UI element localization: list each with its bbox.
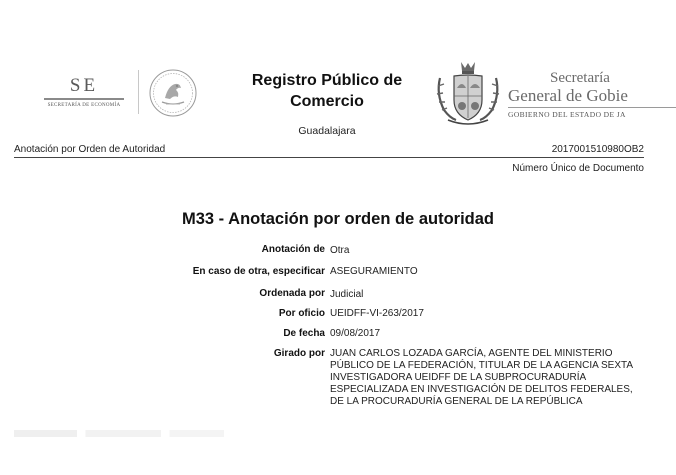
field-label: De fecha: [283, 328, 325, 339]
jalisco-government-logo: [508, 70, 676, 120]
logo-divider: [138, 70, 139, 114]
jalisco-coat-of-arms-icon: [432, 58, 504, 128]
jalisco-logo-line2: General de Gobie: [508, 86, 628, 105]
jalisco-logo-line3: GOBIERNO DEL ESTADO DE JA: [508, 110, 626, 119]
field-label: Girado por: [273, 348, 325, 359]
field-value: Otra: [330, 245, 350, 256]
document-number-label: Número Único de Documento: [512, 163, 644, 174]
faded-footer-text: [14, 430, 224, 437]
mexico-eagle-seal-icon: [148, 68, 198, 118]
se-logo-bar: [44, 98, 124, 100]
jalisco-logo-rule: [508, 107, 676, 108]
field-label: En caso de otra, especificar: [192, 266, 325, 277]
field-value: 09/08/2017: [330, 328, 381, 339]
se-logo-subtitle: SECRETARÍA DE ECONOMÍA: [47, 103, 121, 108]
annotation-type-label: Anotación por Orden de Autoridad: [14, 144, 166, 155]
field-value: JUAN CARLOS LOZADA GARCÍA, AGENTE DEL MINISTERIO PÚBLICO DE LA FEDERACIÓN, TITULAR DE LA AGENCIA SEXTA INVESTIGADORA UEIDFF DE LA SUBPROCURADURÍA ESPECIALIZADA EN INVESTIGACIÓN DE DELITOS FEDERALES, DE LA PROCURADURÍA GENERAL DE LA REPÚBLICA: [330, 348, 633, 407]
registry-title: [222, 70, 432, 112]
registry-title-line1: Registro Público de: [251, 72, 403, 89]
field-value: ASEGURAMIENTO: [330, 266, 418, 277]
se-logo-mark: SE: [69, 75, 99, 96]
jalisco-logo-line1: Secretaría: [550, 70, 610, 86]
meta-divider: [14, 157, 644, 158]
field-value: UEIDFF-VI-263/2017: [330, 308, 424, 319]
section-title: M33 - Anotación por orden de autoridad: [182, 210, 494, 228]
field-label: Ordenada por: [259, 288, 325, 299]
se-logo: [36, 76, 132, 109]
field-label: Anotación de: [261, 244, 325, 255]
field-label: Por oficio: [278, 308, 325, 319]
field-value: Judicial: [330, 289, 364, 300]
registry-city: Guadalajara: [298, 125, 356, 137]
registry-title-line2: Comercio: [290, 93, 364, 110]
document-number: 2017001510980OB2: [551, 144, 644, 155]
